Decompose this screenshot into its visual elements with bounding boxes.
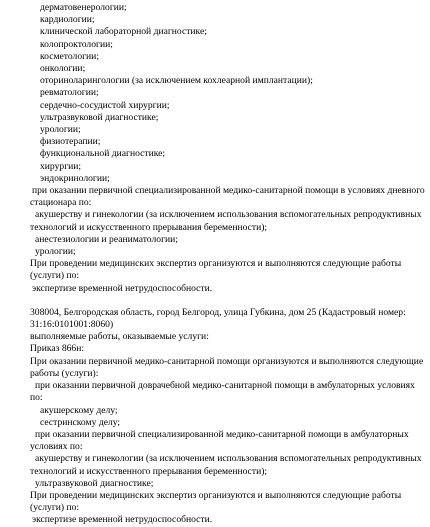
list-item: хирургии; xyxy=(40,160,82,172)
expertise-heading-cont: (услуги) по: xyxy=(30,270,80,282)
list-item: урологии; xyxy=(40,124,81,136)
list-item: дерматовенерологии; xyxy=(40,2,127,13)
list-item: анестезиологии и реаниматологии; xyxy=(35,233,178,245)
section-gap xyxy=(30,295,422,307)
list-item: сестринскому делу; xyxy=(40,416,121,428)
list-item: ультразвуковой диагностике; xyxy=(35,477,154,489)
primary-care-heading-cont: работы (услуги): xyxy=(30,367,99,379)
list-item: косметологии; xyxy=(40,50,99,62)
list-item: оториноларингологии (за исключением кохлеарной имплантации); xyxy=(40,75,313,87)
specialized-heading-cont: условиях по: xyxy=(30,441,83,453)
list-item: сердечно-сосудистой хирургии; xyxy=(40,99,170,111)
list-item-cont: технологий и искусственного прерывания беременности); xyxy=(30,221,268,233)
address-heading: 308004, Белгородская область, город Белгород, улица Губкина, дом 25 (Кадастровый номер: xyxy=(30,306,406,318)
list-item-cont: технологий и искусственного прерывания беременности); xyxy=(30,465,268,477)
address-heading-cont: 31:16:0101001:8060) xyxy=(30,319,114,331)
list-item: онкологии; xyxy=(40,63,86,75)
list-item: функциональной диагностике; xyxy=(40,148,166,160)
list-item: клинической лабораторной диагностике; xyxy=(40,26,207,38)
expertise-heading: При проведении медицинских экспертиз организуются и выполняются следующие работы xyxy=(30,258,402,270)
expertise-heading-cont: (услуги) по: xyxy=(30,502,80,514)
works-label: выполняемые работы, оказываемые услуги: xyxy=(30,331,209,343)
list-item: ревматологии; xyxy=(40,87,99,99)
expertise-heading: При проведении медицинских экспертиз организуются и выполняются следующие работы xyxy=(30,489,402,501)
list-item: кардиологии; xyxy=(40,14,95,26)
order-label: Приказ 866н: xyxy=(30,343,85,355)
list-item: эндокринологии; xyxy=(40,172,110,184)
day-hospital-heading: при оказании первичной специализированной медико-санитарной помощи в условиях дневного xyxy=(32,185,425,197)
day-hospital-heading-cont: стационара по: xyxy=(30,197,92,209)
list-item: колопроктологии; xyxy=(40,38,113,50)
list-item: экспертизе временной нетрудоспособности. xyxy=(32,514,213,526)
primary-care-heading: При оказании первичной медико-санитарной помощи организуются и выполняются следующие xyxy=(30,355,424,367)
list-item: физиотерапии; xyxy=(40,136,101,148)
list-item: акушерству и гинекологии (за исключением использования вспомогательных репродуктивных xyxy=(35,209,422,221)
list-item: акушерскому делу; xyxy=(40,404,118,416)
specialized-heading: при оказании первичной специализированной медико-санитарной помощи в амбулаторных xyxy=(35,428,409,440)
list-item: акушерству и гинекологии (за исключением использования вспомогательных репродуктивных xyxy=(35,453,422,465)
list-item: ультразвуковой диагностике; xyxy=(40,111,159,123)
list-item: урологии; xyxy=(35,246,76,258)
predoctor-heading: при оказании первичной доврачебной медико-санитарной помощи в амбулаторных условиях xyxy=(35,380,415,392)
list-item: экспертизе временной нетрудоспособности. xyxy=(32,282,213,294)
predoctor-heading-cont: по: xyxy=(30,392,43,404)
